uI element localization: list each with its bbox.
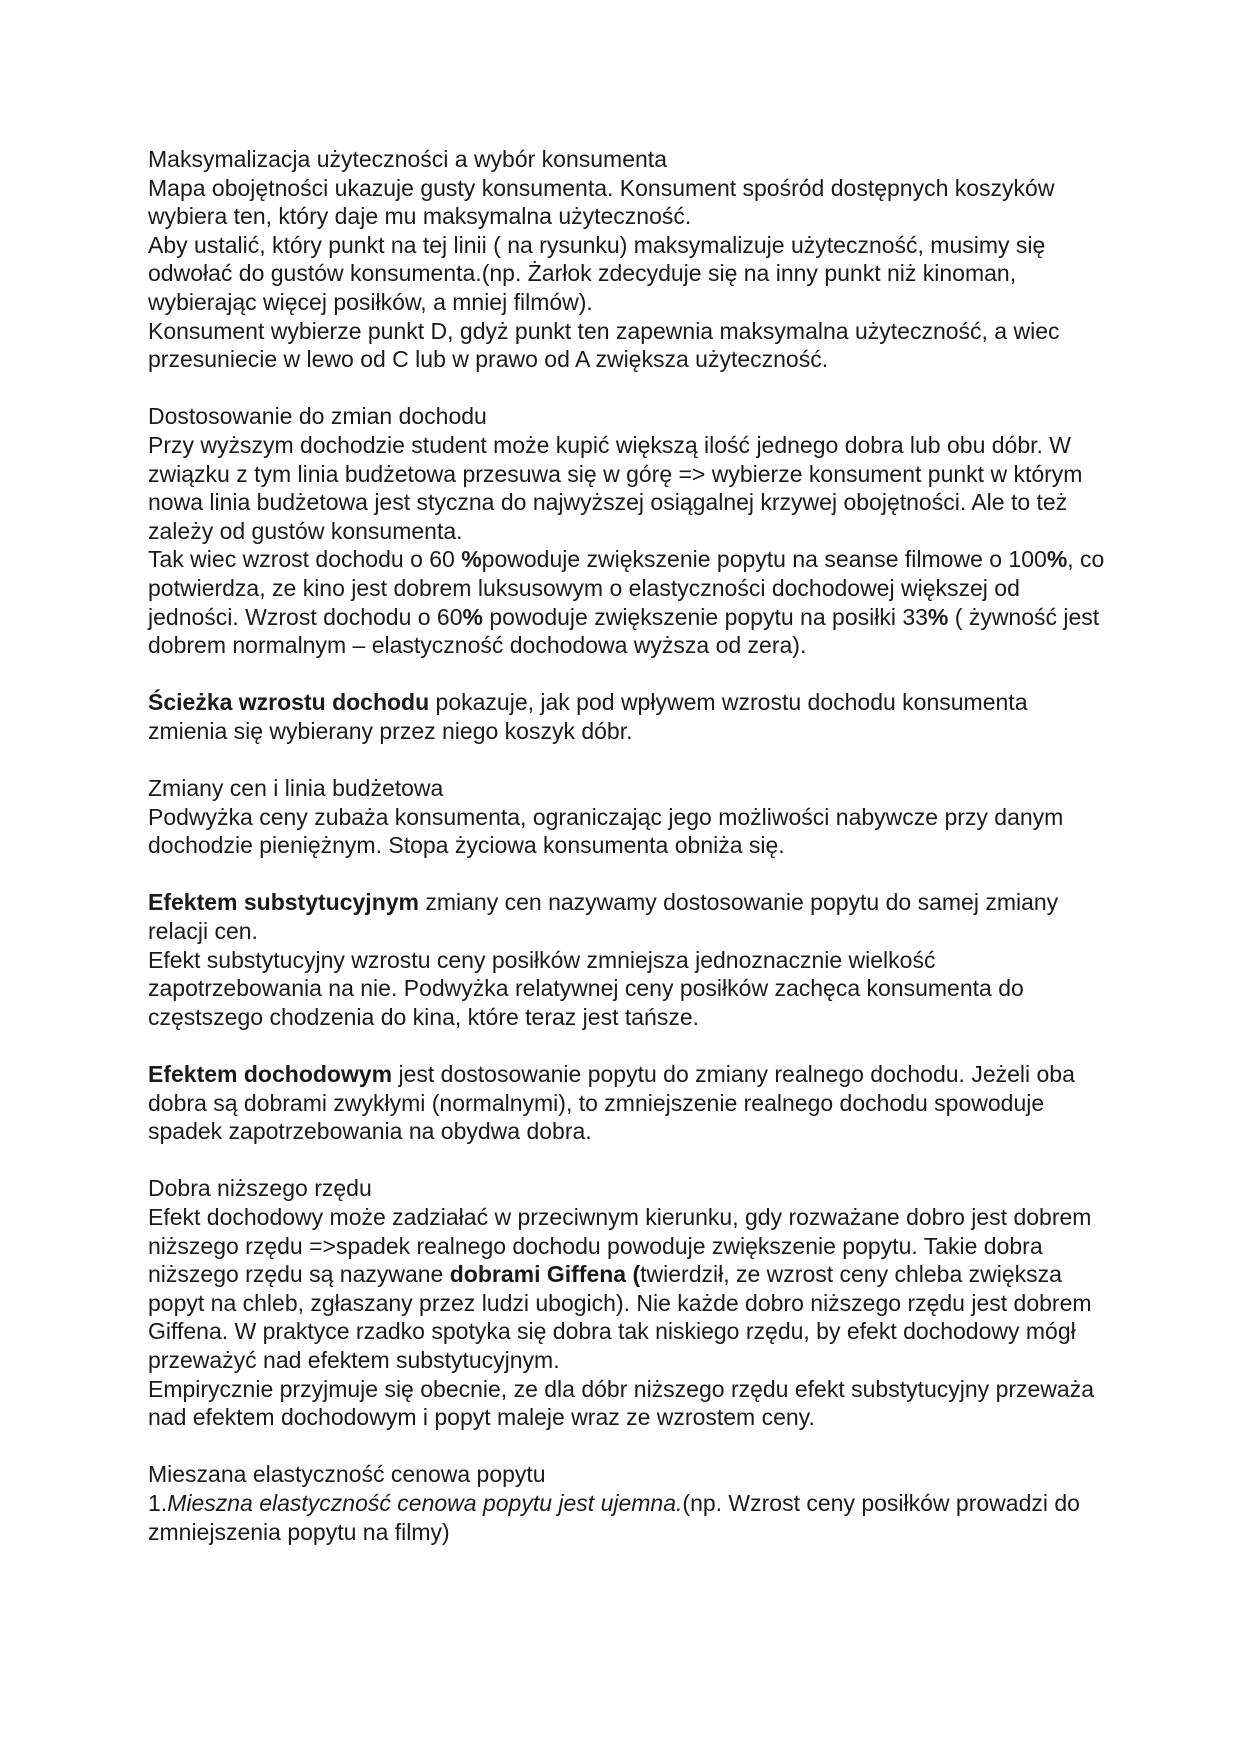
section-title-cross-elasticity: Mieszana elastyczność cenowa popytu bbox=[148, 1461, 546, 1488]
term-substitution-effect: Efektem substytucyjnym bbox=[148, 889, 419, 916]
spacer bbox=[148, 745, 1108, 774]
paragraph-tastes: Aby ustalić, który punkt na tej linii ( na rysunku) maksymalizuje użyteczność, musimy się odwołać do gustów konsumenta.(np. Żarłok zdecyduje się na inny punkt niż kinoman, wybierając więcej posiłków, a mniej filmów). bbox=[148, 231, 1046, 315]
term-income-expansion-path: Ścieżka wzrostu dochodu bbox=[148, 689, 430, 716]
section-title-inferior-goods: Dobra niższego rzędu bbox=[148, 1175, 372, 1202]
paragraph-substitution-detail: Efekt substytucyjny wzrostu ceny posiłków zmniejsza jednoznacznie wielkość zapotrzebowania na nie. Podwyżka relatywnej ceny posiłków zachęca konsumenta do częstszego chodzenia do kina, które teraz jest tańsze. bbox=[148, 946, 1024, 1030]
paragraph-substitution-effect: Efektem substytucyjnym zmiany cen nazywamy dostosowanie popytu do samej zmiany relacji cen. bbox=[148, 889, 1059, 945]
term-giffen-goods: dobrami Giffena ( bbox=[449, 1261, 641, 1288]
list-number: 1. bbox=[148, 1489, 168, 1516]
paragraph-empirical: Empirycznie przyjmuje się obecnie, ze dla dóbr niższego rzędu efekt substytucyjny przeważa nad efektem dochodowym i popyt maleje wraz ze wzrostem ceny. bbox=[148, 1375, 1094, 1431]
spacer bbox=[148, 1031, 1108, 1060]
term-income-effect: Efektem dochodowym bbox=[148, 1061, 393, 1087]
paragraph-income-expansion-path: Ścieżka wzrostu dochodu pokazuje, jak pod wpływem wzrostu dochodu konsumenta zmienia się wybierany przez niego koszyk dóbr. bbox=[148, 689, 1028, 744]
section-title-income-adjustment: Dostosowanie do zmian dochodu bbox=[148, 403, 487, 430]
spacer bbox=[148, 1146, 1108, 1175]
spacer bbox=[148, 374, 1108, 403]
paragraph-negative-cross-elasticity: 1.Mieszna elastyczność cenowa popytu jest ujemna.(np. Wzrost ceny posiłków prowadzi do zmniejszenia popytu na filmy) bbox=[148, 1489, 1080, 1545]
section-title-price-changes: Zmiany cen i linia budżetowa bbox=[148, 775, 444, 802]
paragraph-giffen-goods: Efekt dochodowy może zadziałać w przeciwnym kierunku, gdy rozważane dobro jest dobrem niższego rzędu =>spadek realnego dochodu powoduje zwiększenie popytu. Takie dobra niższego rzędu są nazywane dobrami Giffena (twierdził, ze wzrost ceny chleba zwiększa popyt na chleb, zgłaszany przez ludzi ubogich). Nie każde dobro niższego rzędu jest dobrem Giffena. W praktyce rzadko spotyka się dobra tak niskiego rzędu, by efekt dochodowy mógł przeważyć nad efektem substytucyjnym. bbox=[148, 1203, 1092, 1373]
paragraph-higher-income: Przy wyższym dochodzie student może kupić większą ilość jednego dobra lub obu dóbr. W związku z tym linia budżetowa przesuwa się w górę => wybierze konsument punkt w którym nowa linia budżetowa jest styczna do najwyższej osiągalnej krzywej obojętności. Ale to też zależy od gustów konsumenta. bbox=[148, 431, 1083, 544]
paragraph-price-increase: Podwyżka ceny zubaża konsumenta, ograniczając jego możliwości nabywcze przy danym dochodzie pieniężnym. Stopa życiowa konsumenta obniża się. bbox=[148, 803, 1064, 859]
spacer bbox=[148, 1432, 1108, 1461]
spacer bbox=[148, 860, 1108, 889]
document-page bbox=[148, 145, 1108, 1546]
paragraph-income-growth: Tak wiec wzrost dochodu o 60 %powoduje zwiększenie popytu na seanse filmowe o 100%, co potwierdza, ze kino jest dobrem luksusowym o elastyczności dochodowej większej od jedności. Wzrost dochodu o 60% powoduje zwiększenie popytu na posiłki 33% ( żywność jest dobrem normalnym – elastyczność dochodowa wyższa od zera). bbox=[148, 546, 1105, 659]
paragraph-point-d: Konsument wybierze punkt D, gdyż punkt ten zapewnia maksymalna użyteczność, a wiec przesuniecie w lewo od C lub w prawo od A zwiększa użyteczność. bbox=[148, 317, 1060, 373]
section-title-utility-maximization: Maksymalizacja użyteczności a wybór konsumenta bbox=[148, 146, 667, 172]
spacer bbox=[148, 660, 1108, 689]
paragraph-income-effect: Efektem dochodowym jest dostosowanie popytu do zmiany realnego dochodu. Jeżeli oba dobra są dobrami zwykłymi (normalnymi), to zmniejszenie realnego dochodu spowoduje spadek zapotrzebowania na obydwa dobra. bbox=[148, 1061, 1075, 1145]
paragraph-indifference-map: Mapa obojętności ukazuje gusty konsumenta. Konsument spośród dostępnych koszyków wybiera ten, który daje mu maksymalna użyteczność. bbox=[148, 174, 1055, 230]
